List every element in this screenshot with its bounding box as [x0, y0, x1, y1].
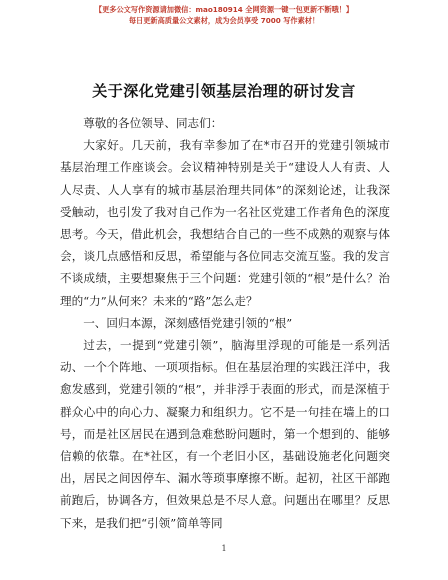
salutation: 尊敬的各位领导、同志们：: [83, 116, 223, 130]
page-number: 1: [221, 544, 227, 553]
section-1-paragraph: 过去，一提到“党建引领”，脑海里浮现的可能是一系列活动、一个个阵地、一项项指标。但在基层治理的实践汪洋中，我愈发感到，党建引领的“根”，并非浮于表面的形式，而是深植于群众心中的向心力、凝聚力和组织力。它不是一句挂在墙上的口号，而是社区居民在遇到急难愁盼问题时，第一个想到的、能够信赖的依靠。在*社区，有一个老旧小区，基础设施老化问题突出，居民之间因停车、漏水等琐事摩擦不断。起初，社区干部跑前跑后，协调各方，但效果总是不尽人意。问题出在哪里？反思下来，是我们把“引领”简单等同: [60, 338, 390, 530]
promo-banner-line-2: 每日更新高质量公文素材，成为会员享受 7000 写作素材！: [128, 16, 320, 25]
promo-banner: [0, 4, 448, 26]
section-heading-1: 一、回归本源，深刻感悟党建引领的“根”: [83, 315, 293, 330]
document-title: 关于深化党建引领基层治理的研讨发言: [92, 82, 356, 100]
promo-banner-line-1: 【更多公文写作资源请加微信：mao180914 全网资源一键一包更新不断哦！】: [94, 5, 354, 14]
document-body: [60, 112, 390, 534]
intro-paragraph: 大家好。几天前，我有幸参加了在*市召开的党建引领城市基层治理工作座谈会。会议精神特别是关于“建设人人有责、人人尽责、人人享有的城市基层治理共同体”的深刻论述，让我深受触动，也引发了我对自己作为一名社区党建工作者角色的深度思考。今天，借此机会，我想结合自己的一些不成熟的观察与体会，谈几点感悟和反思，希望能与各位同志交流互鉴。我的发言不谈成绩，主要想聚焦于三个问题：党建引领的“根”是什么？治理的“力”从何来？未来的“路”怎么走？: [60, 138, 390, 308]
